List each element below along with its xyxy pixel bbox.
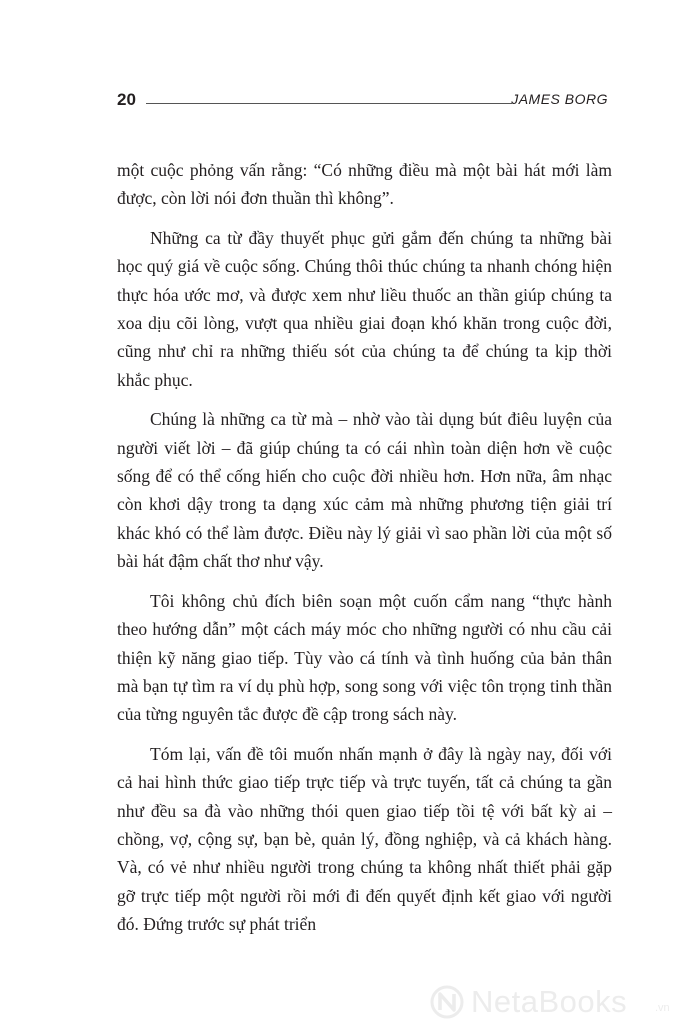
netabooks-logo-icon <box>429 984 465 1020</box>
paragraph-3: Chúng là những ca từ mà – nhờ vào tài dụng bút điêu luyện của người viết lời – đã giúp chúng ta có cái nhìn toàn diện hơn về cuộc sống để có thể cống hiến cho cuộc đời nhiều hơn. Hơn nữa, âm nhạc còn khơi dậy trong ta dạng xúc cảm mà những phương tiện giải trí khác khó có thể làm được. Điều này lý giải vì sao phần lời của một số bài hát đậm chất thơ như vậy. <box>117 409 612 572</box>
watermark-suffix: .vn <box>655 1002 670 1014</box>
paragraph-5: Tóm lại, vấn đề tôi muốn nhấn mạnh ở đây là ngày nay, đối với cả hai hình thức giao tiếp trực tiếp và trực tuyến, tất cả chúng ta gần như đều sa đà vào những thói quen giao tiếp tồi tệ với bất kỳ ai – chồng, vợ, cộng sự, bạn bè, quản lý, đồng nghiệp, và cả khách hàng. Và, có vẻ như nhiều người trong chúng ta không nhất thiết phải gặp gỡ trực tiếp một người rồi mới đi đến quyết định kết giao với người đó. Đứng trước sự phát triển <box>117 743 612 935</box>
body-text <box>117 156 612 950</box>
page-number: 20 <box>117 90 136 109</box>
netabooks-watermark <box>429 984 691 1024</box>
watermark-brand: NetaBooks <box>471 984 628 1019</box>
paragraph-1: một cuộc phỏng vấn rằng: “Có những điều mà một bài hát mới làm được, còn lời nói đơn thuần thì không”. <box>117 160 612 209</box>
header-rule <box>146 103 512 104</box>
page-header <box>117 90 608 116</box>
paragraph-4: Tôi không chủ đích biên soạn một cuốn cẩm nang “thực hành theo hướng dẫn” một cách máy móc cho những người có nhu cầu cải thiện kỹ năng giao tiếp. Tùy vào cá tính và tình huống của bản thân mà bạn tự tìm ra ví dụ phù hợp, song song với việc tôn trọng tinh thần của từng nguyên tắc được đề cập trong sách này. <box>117 590 612 725</box>
paragraph-2: Những ca từ đầy thuyết phục gửi gắm đến chúng ta những bài học quý giá về cuộc sống. Chúng thôi thúc chúng ta nhanh chóng hiện thực hóa ước mơ, và được xem như liều thuốc an thần giúp chúng ta xoa dịu cõi lòng, vượt qua nhiều giai đoạn khó khăn trong cuộc đời, cũng như chỉ ra những thiếu sót của chúng ta để chúng ta kịp thời khắc phục. <box>117 227 612 390</box>
running-head-author: JAMES BORG <box>511 91 608 107</box>
